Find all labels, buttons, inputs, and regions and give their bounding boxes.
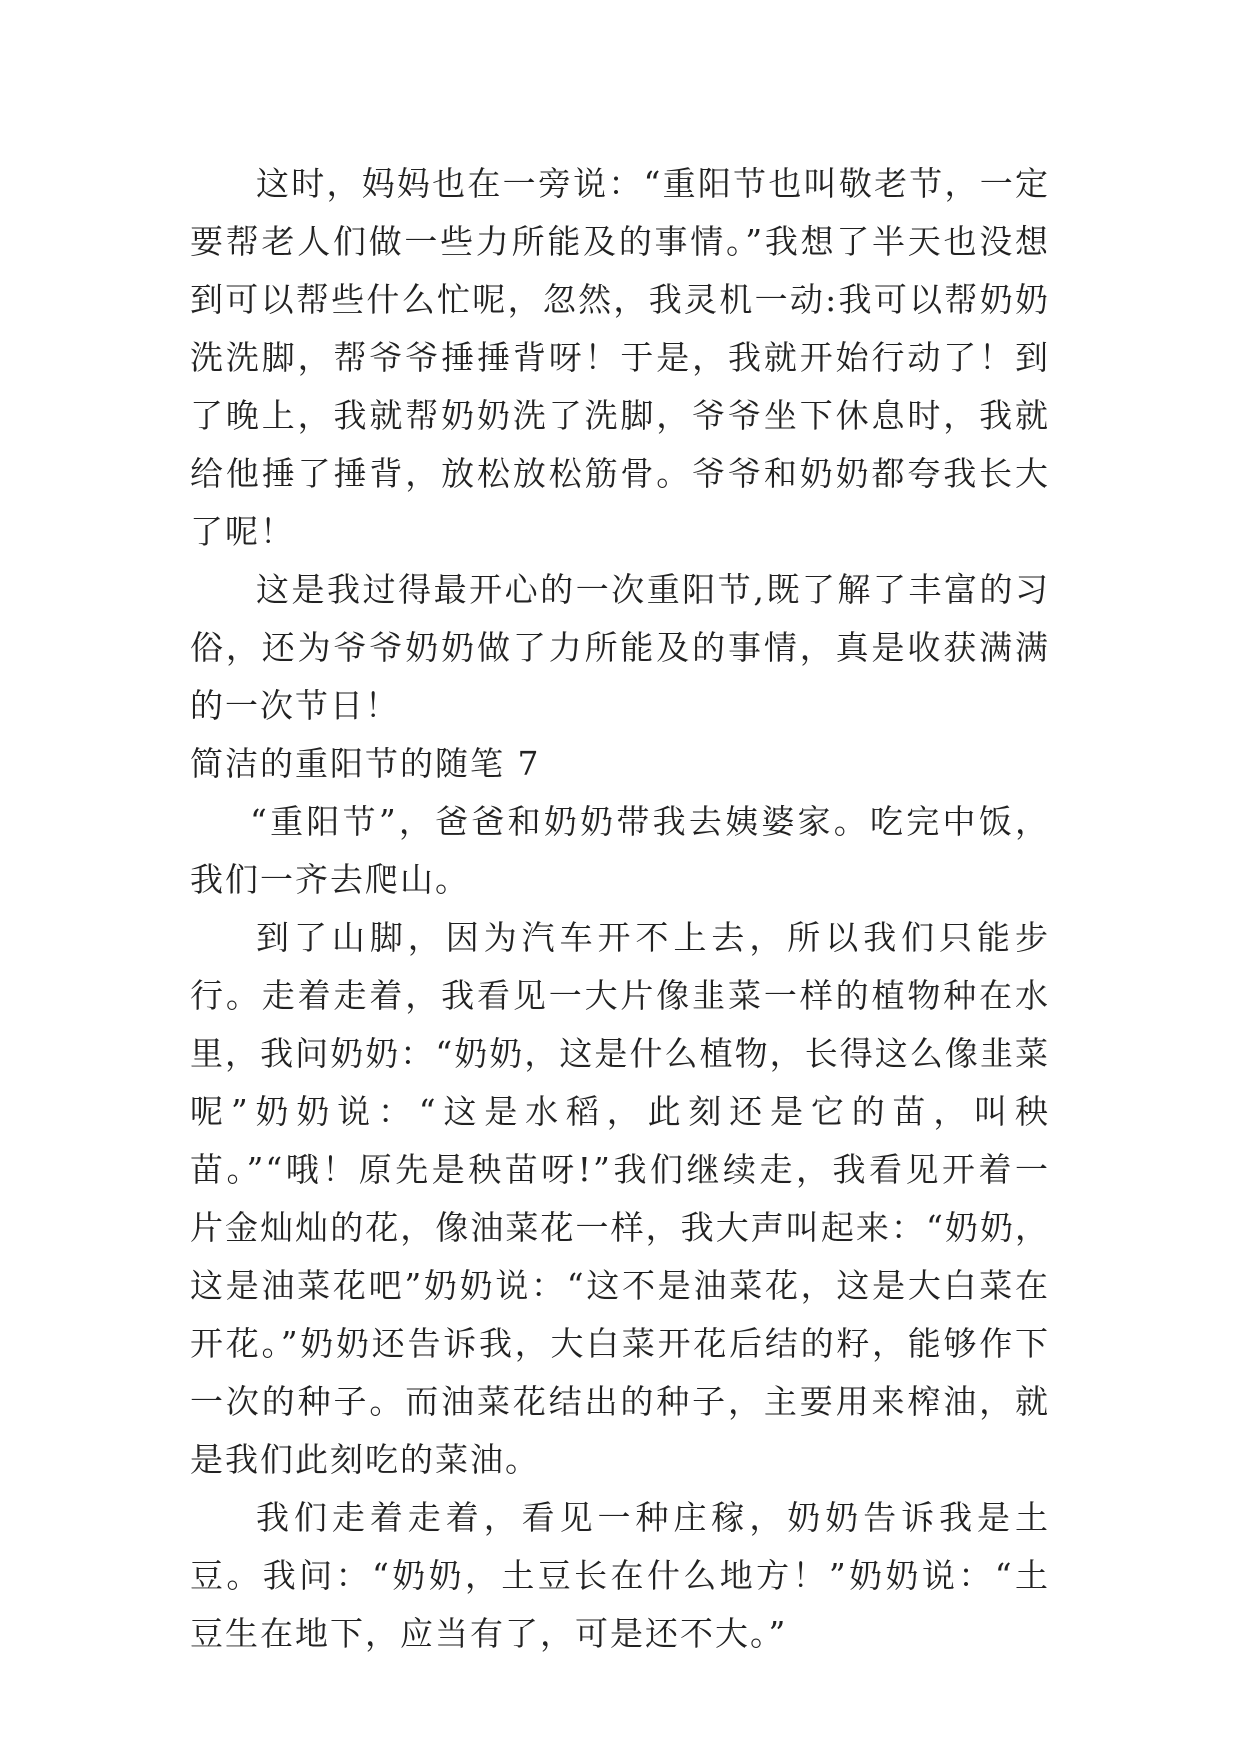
section-title: 简洁的重阳节的随笔 7 [190, 744, 541, 783]
paragraph-help-grandparents: 这时，妈妈也在一旁说：“重阳节也叫敬老节，一定要帮老人们做一些力所能及的事情。”我想了半天也没想到可以帮些什么忙呢，忽然，我灵机一动:我可以帮奶奶洗洗脚，帮爷爷捶捶背呀！于是，我就开始行动了！到了晚上，我就帮奶奶洗了洗脚，爷爷坐下休息时，我就给他捶了捶背，放松放松筋骨。爷爷和奶奶都夸我长大了呢！ [190, 164, 1050, 551]
document-body [190, 155, 1050, 1663]
paragraph-mountain-walk: 到了山脚，因为汽车开不上去，所以我们只能步行。走着走着，我看见一大片像韭菜一样的植物种在水里，我问奶奶：“奶奶，这是什么植物，长得这么像韭菜呢”奶奶说：“这是水稻，此刻还是它的苗，叫秧苗。”“哦！原先是秧苗呀!”我们继续走，我看见开着一片金灿灿的花，像油菜花一样，我大声叫起来：“奶奶，这是油菜花吧”奶奶说：“这不是油菜花，这是大白菜在开花。”奶奶还告诉我，大白菜开花后结的籽，能够作下一次的种子。而油菜花结出的种子，主要用来榨油，就是我们此刻吃的菜油。 [190, 918, 1050, 1479]
paragraph-happiest-festival: 这是我过得最开心的一次重阳节,既了解了丰富的习俗，还为爷爷奶奶做了力所能及的事情，真是收获满满的一次节日！ [190, 570, 1050, 725]
paragraph-visit-relatives: “重阳节”，爸爸和奶奶带我去姨婆家。吃完中饭，我们一齐去爬山。 [190, 802, 1050, 899]
paragraph-potatoes: 我们走着走着，看见一种庄稼，奶奶告诉我是土豆。我问：“奶奶，土豆长在什么地方！”奶奶说：“土豆生在地下，应当有了，可是还不大。” [190, 1498, 1050, 1653]
